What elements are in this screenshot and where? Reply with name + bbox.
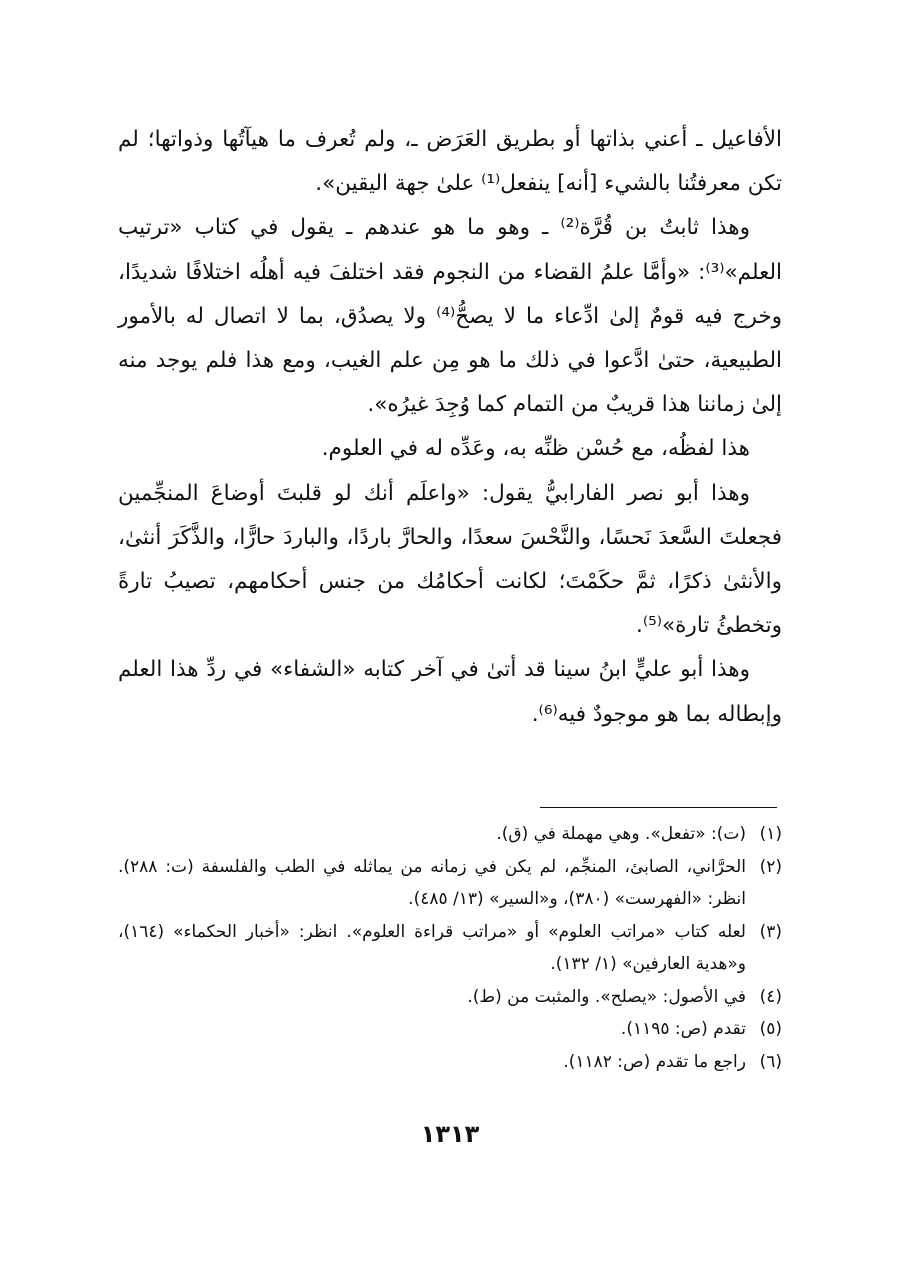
main-text bbox=[118, 118, 782, 737]
footnote-4 bbox=[118, 981, 782, 1014]
footnote-text: راجع ما تقدم (ص: ١١٨٢). bbox=[563, 1051, 746, 1072]
footnote-text: لعله كتاب «مراتب العلوم» أو «مراتب قراءة العلوم». انظر: «أخبار الحكماء» (١٦٤)، و«هدية العارفين» (١/ ١٣٢). bbox=[118, 921, 746, 974]
footnotes bbox=[118, 818, 782, 1078]
footnote-3 bbox=[118, 916, 782, 981]
footnote-2 bbox=[118, 851, 782, 916]
footnote-5 bbox=[118, 1013, 782, 1046]
footnote-text: (ت): «تفعل». وهي مهملة في (ق). bbox=[496, 824, 746, 844]
page-number: ١٣١٣ bbox=[420, 1120, 480, 1148]
footnote-number: (٦) bbox=[759, 1051, 782, 1072]
paragraph-1: الأفاعيل ـ أعني بذاتها أو بطريق العَرَض ـ، ولم تُعرف ما هيآتُها وذواتها؛ لم تكن معرفتُنا بالشيء [أنه] ينفعل⁽¹⁾ علىٰ جهة اليقين». bbox=[118, 127, 782, 197]
footnote-number: (١) bbox=[759, 824, 782, 844]
body-text bbox=[118, 118, 782, 737]
footnote-number: (٥) bbox=[759, 1019, 782, 1039]
paragraph-5: وهذا أبو عليٍّ ابنُ سينا قد أتىٰ في آخر كتابه «الشفاء» في ردِّ هذا العلم وإبطاله بما هو موجودٌ فيه⁽⁶⁾. bbox=[118, 657, 782, 727]
footnote-number: (٤) bbox=[759, 986, 782, 1007]
footnote-number: (٢) bbox=[759, 856, 782, 877]
footnote-number: (٣) bbox=[759, 921, 782, 942]
footnote-text: تقدم (ص: ١١٩٥). bbox=[620, 1019, 746, 1039]
paragraph-2: وهذا ثابتُ بن قُرَّة⁽²⁾ ـ وهو ما هو عندهم ـ يقول في كتاب «ترتيب العلم»⁽³⁾: «وأمَّا علمُ القضاء من النجوم فقد اختلفَ فيه أهلُه اختلافًا شديدًا، وخرج فيه قومٌ إلىٰ ادِّعاء ما لا يصحُّ⁽⁴⁾ ولا يصدُق، بما لا اتصال له بالأمور الطبيعية، حتىٰ ادَّعوا في ذلك ما هو مِن علم الغيب، ومع هذا فلم يوجد منه إلىٰ زماننا هذا قريبٌ من التمام كما وُجِدَ غيرُه». bbox=[118, 215, 782, 418]
paragraph-4: وهذا أبو نصر الفارابيُّ يقول: «واعلَم أنك لو قلبتَ أوضاعَ المنجِّمين فجعلتَ السَّعدَ نَحسًا، والنَّحْسَ سعدًا، والحارَّ باردًا، والباردَ حارًّا، والذَّكَرَ أنثىٰ، والأنثىٰ ذكرًا، ثمَّ حكَمْتَ؛ لكانت أحكامُك من جنس أحكامهم، تصيبُ تارةً وتخطئُ تارة»⁽⁵⁾. bbox=[118, 480, 782, 639]
footnote-6 bbox=[118, 1046, 782, 1079]
footnote-text: في الأصول: «يصلح». والمثبت من (ط). bbox=[467, 986, 746, 1007]
paragraph-3: هذا لفظُه، مع حُسْن ظنِّه به، وعَدِّه له في العلوم. bbox=[321, 436, 750, 462]
footnote-divider bbox=[540, 807, 777, 808]
footnote-text: الحرَّاني، الصابئ، المنجِّم، لم يكن في زمانه من يماثله في الطب والفلسفة (ت: ٢٨٨). انظر: «الفهرست» (٣٨٠)، و«السير» (١٣/ ٤٨٥). bbox=[118, 856, 746, 909]
footnote-1 bbox=[118, 818, 782, 851]
